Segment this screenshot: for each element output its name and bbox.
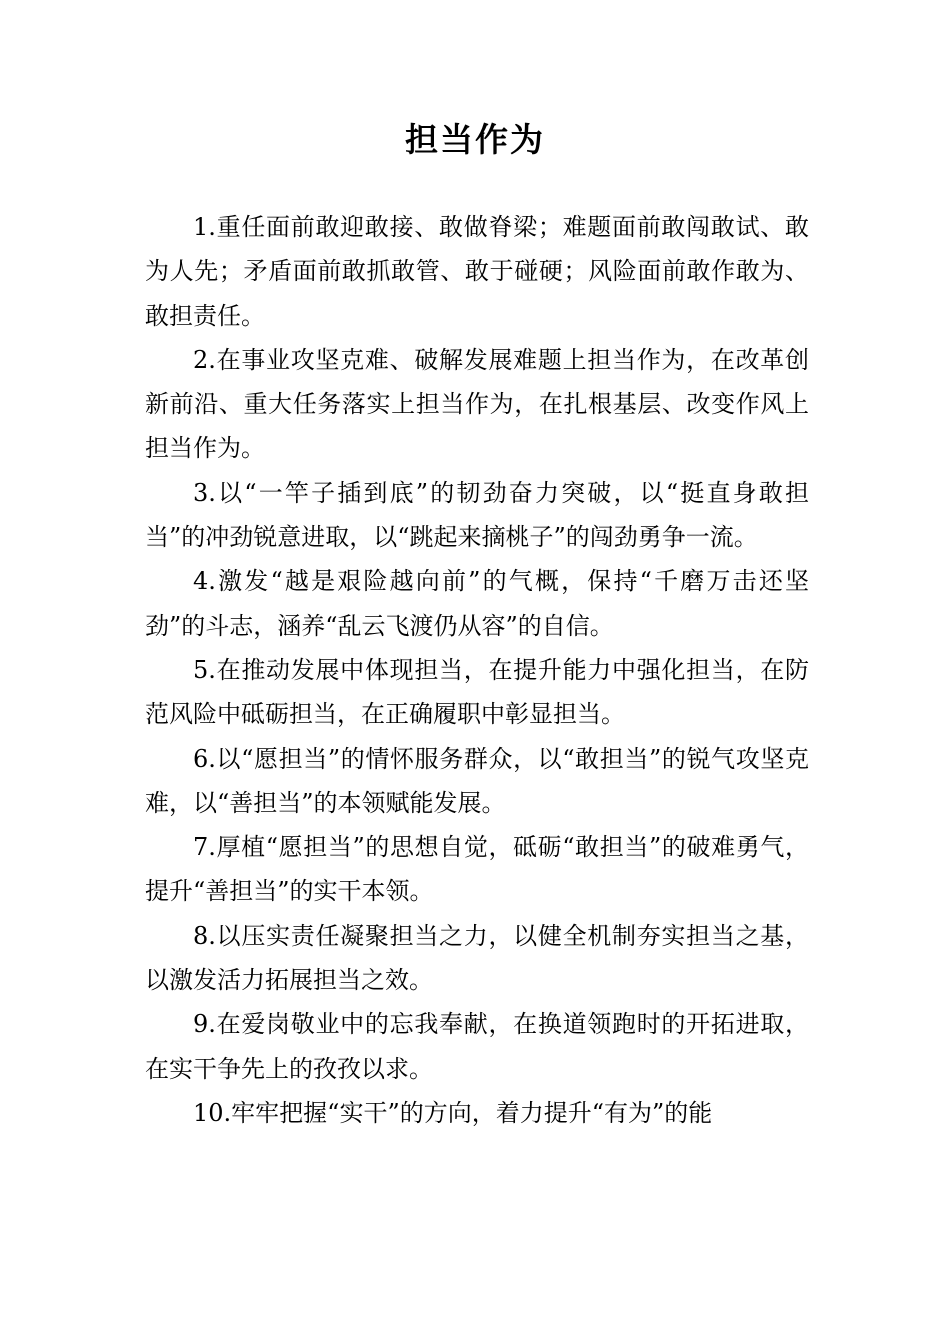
paragraph-text: 在事业攻坚克难、破解发展难题上担当作为，在改革创新前沿、重大任务落实上担当作为，在扎根基层、改变作风上担当作为。 [145,345,809,463]
paragraph-8 [145,914,809,1003]
paragraph-number: 6. [193,744,216,773]
paragraph-text: 在推动发展中体现担当，在提升能力中强化担当，在防范风险中砥砺担当，在正确履职中彰显担当。 [145,655,809,729]
paragraph-7 [145,825,809,914]
paragraph-text: 重任面前敢迎敢接、敢做脊梁；难题面前敢闯敢试、敢为人先；矛盾面前敢抓敢管、敢于碰硬；风险面前敢作敢为、敢担责任。 [145,213,809,330]
paragraph-text: 厚植“愿担当”的思想自觉，砥砺“敢担当”的破难勇气，提升“善担当”的实干本领。 [145,833,809,906]
paragraph-number: 5. [193,655,216,684]
paragraph-6 [145,737,809,826]
paragraph-text: 以压实责任凝聚担当之力，以健全机制夯实担当之基，以激发活力拓展担当之效。 [145,921,809,995]
paragraph-number: 1. [193,213,216,241]
paragraph-text: 以“一竿子插到底”的韧劲奋力突破，以“挺直身敢担当”的冲劲锐意进取，以“跳起来摘桃子”的闯劲勇争一流。 [145,478,809,552]
paragraph-1 [145,205,809,338]
paragraph-number: 3. [193,478,216,507]
document-body [145,205,809,1135]
paragraph-4 [145,559,809,648]
paragraph-2 [145,338,809,471]
paragraph-number: 10. [193,1098,232,1127]
paragraph-9 [145,1002,809,1091]
paragraph-number: 8. [193,921,216,950]
paragraph-text: 激发“越是艰险越向前”的气概，保持“千磨万击还坚劲”的斗志，涵养“乱云飞渡仍从容”的自信。 [145,567,809,640]
paragraph-5 [145,648,809,737]
paragraph-text: 以“愿担当”的情怀服务群众，以“敢担当”的锐气攻坚克难，以“善担当”的本领赋能发展。 [145,744,809,817]
paragraph-text: 在爱岗敬业中的忘我奉献，在换道领跑时的开拓进取，在实干争先上的孜孜以求。 [145,1010,809,1083]
paragraph-number: 2. [193,345,216,374]
paragraph-number: 7. [193,833,216,862]
paragraph-number: 4. [193,567,216,596]
paragraph-text: 牢牢把握“实干”的方向，着力提升“有为”的能 [231,1098,713,1127]
paragraph-10 [145,1091,809,1135]
paragraph-3 [145,471,809,560]
page-title: 担当作为 [405,120,545,159]
paragraph-number: 9. [193,1010,216,1039]
